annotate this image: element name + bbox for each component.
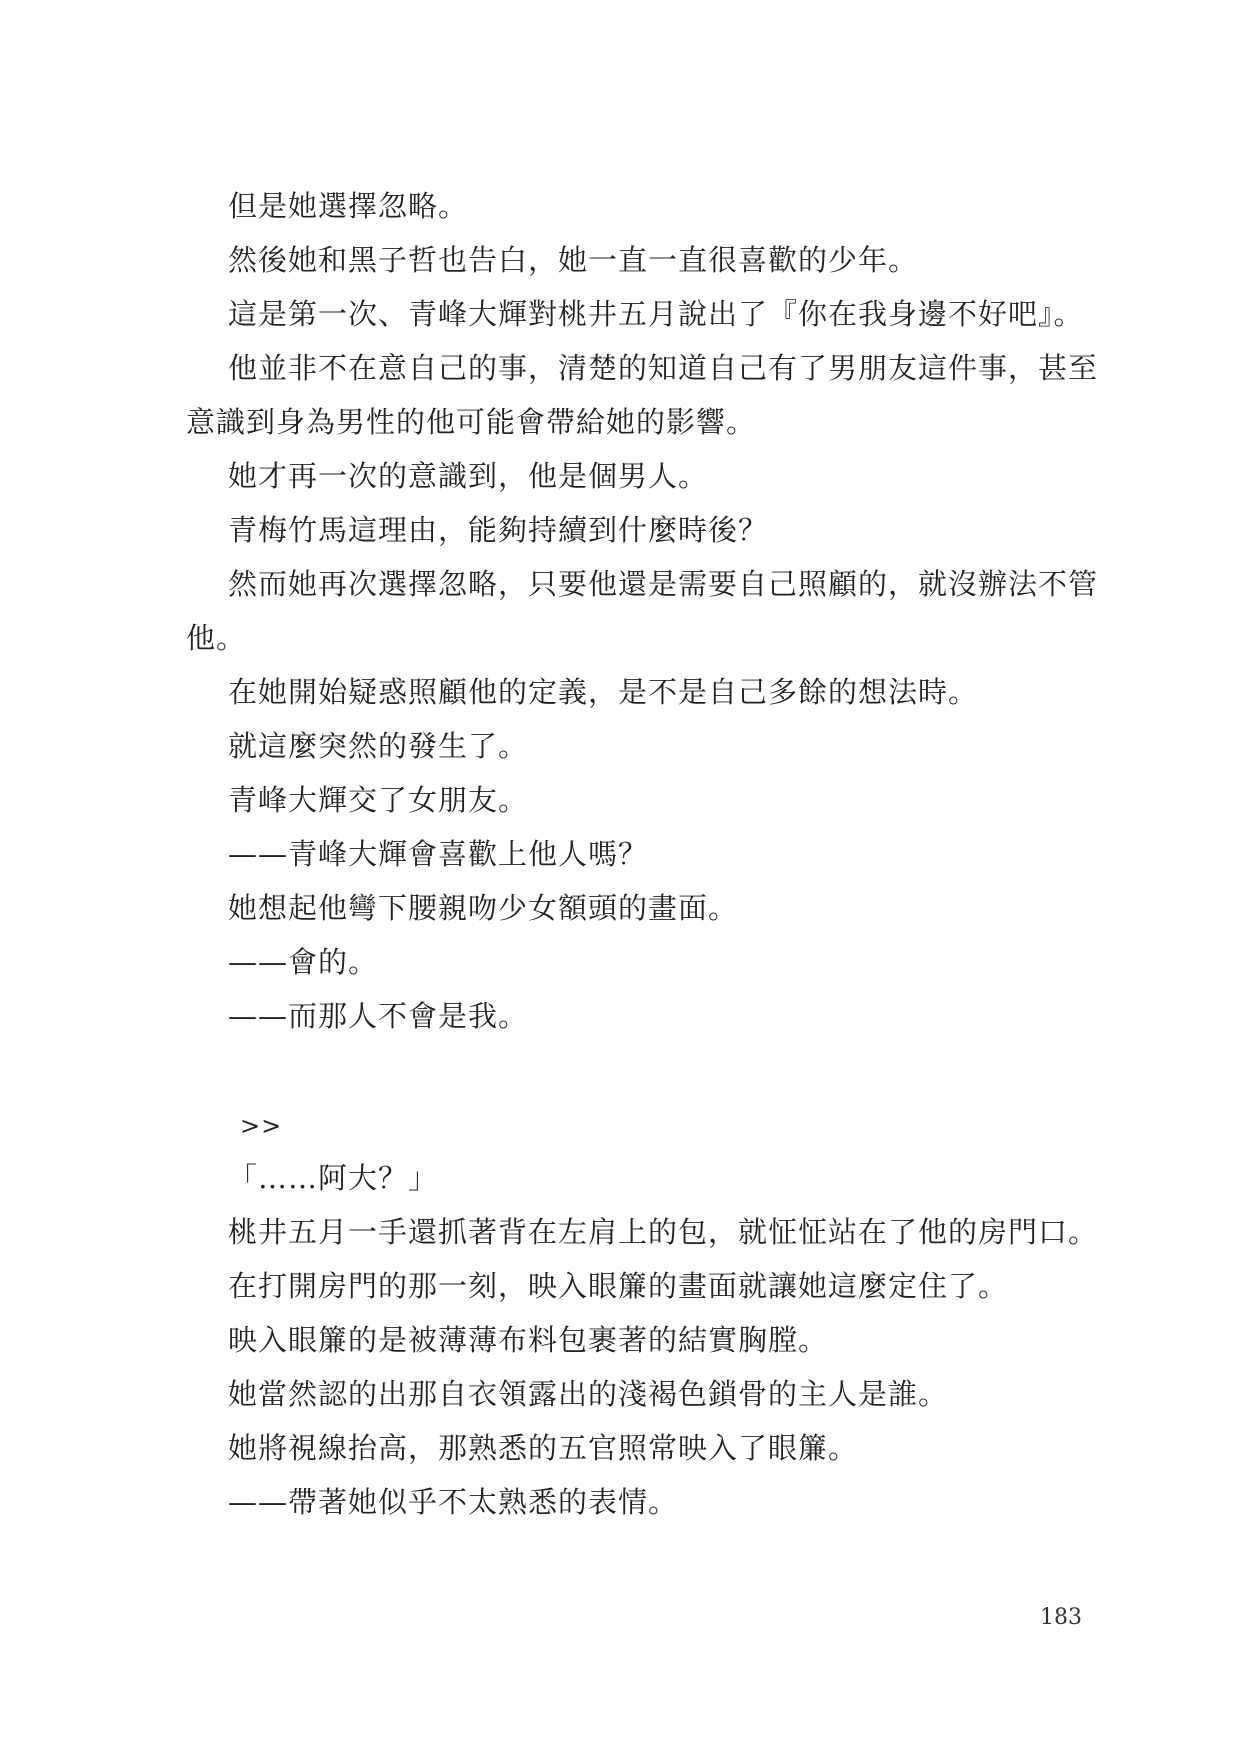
paragraph-line: 他並非不在意自己的事，清楚的知道自己有了男朋友這件事，甚至	[228, 351, 1099, 385]
paragraph-line: 「……阿大？」	[228, 1161, 439, 1195]
paragraph-line: ——帶著她似乎不太熟悉的表情。	[228, 1485, 679, 1519]
paragraph-line: 映入眼簾的是被薄薄布料包裹著的結實胸膛。	[228, 1323, 829, 1357]
paragraph-line: ——而那人不會是我。	[228, 999, 529, 1033]
paragraph-line: 在打開房門的那一刻，映入眼簾的畫面就讓她這麼定住了。	[228, 1269, 1009, 1303]
paragraph-line: 她想起他彎下腰親吻少女額頭的畫面。	[228, 891, 739, 925]
paragraph-line: 然而她再次選擇忽略，只要他還是需要自己照顧的，就沒辦法不管	[228, 567, 1099, 601]
paragraph-line: ——青峰大輝會喜歡上他人嗎？	[228, 837, 649, 871]
paragraph-line: 她當然認的出那自衣領露出的淺褐色鎖骨的主人是誰。	[228, 1377, 949, 1411]
paragraph-line: 這是第一次、青峰大輝對桃井五月說出了『你在我身邊不好吧』。	[228, 297, 1084, 331]
paragraph-line: 她才再一次的意識到，他是個男人。	[228, 459, 709, 493]
paragraph-line: 她將視線抬高，那熟悉的五官照常映入了眼簾。	[228, 1431, 859, 1465]
page-number: 183	[1040, 1605, 1082, 1630]
paragraph-line: 在她開始疑惑照顧他的定義，是不是自己多餘的想法時。	[228, 675, 979, 709]
paragraph-line: 但是她選擇忽略。	[228, 189, 469, 223]
scene-break-marker: >>	[240, 1112, 283, 1140]
paragraph-line: 桃井五月一手還抓著背在左肩上的包，就怔怔站在了他的房門口。	[228, 1215, 1099, 1249]
paragraph-line: ——會的。	[228, 945, 379, 979]
paragraph-line: 他。	[186, 621, 247, 655]
paragraph-line: 意識到身為男性的他可能會帶給她的影響。	[186, 405, 757, 439]
paragraph-line: 然後她和黑子哲也告白，她一直一直很喜歡的少年。	[228, 243, 919, 277]
paragraph-line: 青梅竹馬這理由，能夠持續到什麼時後？	[228, 513, 769, 547]
paragraph-line: 就這麼突然的發生了。	[228, 729, 529, 763]
paragraph-line: 青峰大輝交了女朋友。	[228, 783, 529, 817]
